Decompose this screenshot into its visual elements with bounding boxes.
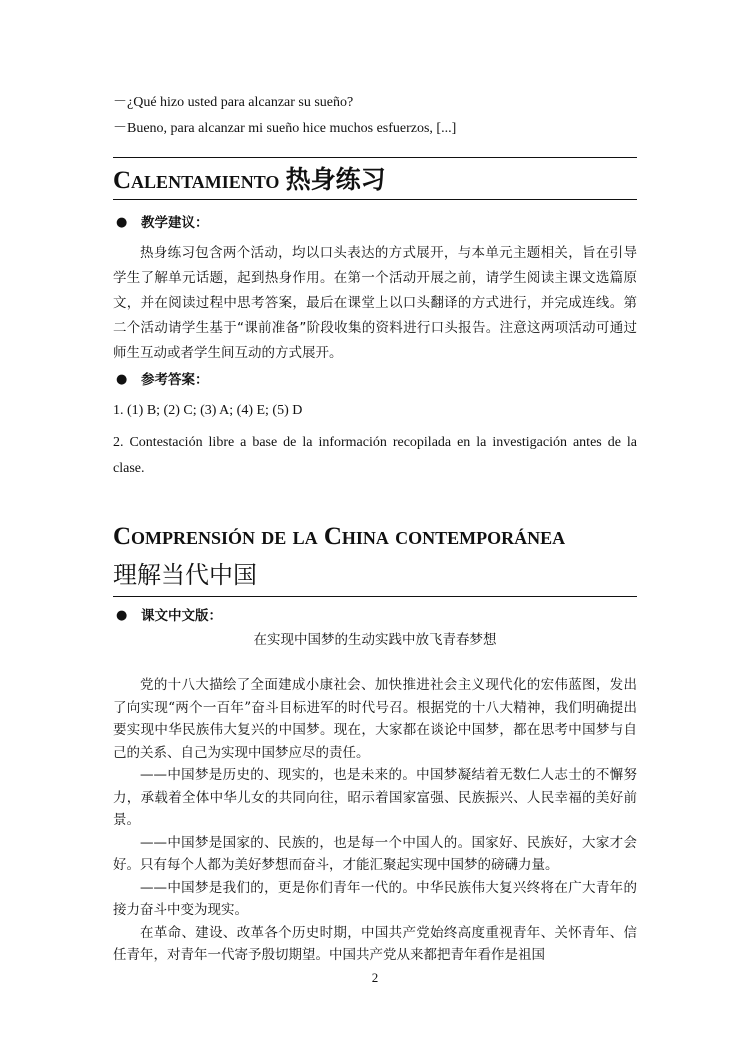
advice-label: 教学建议： — [141, 215, 209, 231]
text-paragraph: ——中国梦是国家的、民族的，也是每一个中国人的。国家好、民族好，大家才会好。只有每个人都为美好梦想而奋斗，才能汇聚起实现中国梦的磅礴力量。 — [113, 834, 637, 873]
section-title-calentamiento — [113, 164, 386, 197]
answer-2: 2. Contestación libre a base de la información recopilada en la investigación antes de la clase. — [113, 435, 637, 476]
section-title-es: Calentamiento — [113, 167, 280, 194]
text-title: 在实现中国梦的生动实践中放飞青春梦想 — [253, 632, 497, 648]
section-rule-comprension — [113, 596, 637, 597]
section-rule-bottom — [113, 199, 637, 200]
bullet-icon: ● — [116, 215, 128, 230]
section-title-zh: 热身练习 — [285, 165, 386, 194]
section-title-comprension-es: Comprensión de la China contemporánea — [113, 523, 566, 550]
section-title-comprension-zh: 理解当代中国 — [113, 561, 257, 589]
dialogue-line-2: －Bueno, para alcanzar mi sueño hice muchos esfuerzos, [...] — [113, 121, 457, 136]
page-number: 2 — [371, 970, 379, 985]
dialogue-line-1: －¿Qué hizo usted para alcanzar su sueño? — [113, 95, 354, 110]
text-version-label: 课文中文版： — [141, 608, 222, 624]
text-paragraph: ——中国梦是历史的、现实的，也是未来的。中国梦凝结着无数仁人志士的不懈努力，承载着全体中华儿女的共同向往，昭示着国家富强、民族振兴、人民幸福的美好前景。 — [113, 767, 637, 828]
text-paragraph: ——中国梦是我们的，更是你们青年一代的。中华民族伟大复兴终将在广大青年的接力奋斗中变为现实。 — [113, 879, 637, 918]
answer-1: 1. (1) B; (2) C; (3) A; (4) E; (5) D — [113, 403, 303, 418]
advice-paragraph: 热身练习包含两个活动，均以口头表达的方式展开，与本单元主题相关，旨在引导学生了解单元话题，起到热身作用。在第一个活动开展之前，请学生阅读主课文选篇原文，并在阅读过程中思考答案，最后在课堂上以口头翻译的方式进行，并完成连线。第二个活动请学生基于“课前准备”阶段收集的资料进行口头报告。注意这两项活动可通过师生互动或者学生间互动的方式展开。 — [113, 245, 637, 361]
answers-label: 参考答案： — [141, 372, 209, 388]
bullet-icon: ● — [116, 372, 128, 387]
bullet-icon: ● — [116, 608, 128, 623]
text-body — [0, 674, 750, 967]
section-rule-top — [113, 157, 637, 158]
text-paragraph: 在革命、建设、改革各个历史时期，中国共产党始终高度重视青年、关怀青年、信任青年，对青年一代寄予殷切期望。中国共产党从来都把青年看作是祖国 — [113, 924, 637, 963]
text-paragraph: 党的十八大描绘了全面建成小康社会、加快推进社会主义现代化的宏伟蓝图，发出了向实现“两个一百年”奋斗目标进军的时代号召。根据党的十八大精神，我们明确提出要实现中华民族伟大复兴的中国梦。现在，大家都在谈论中国梦，都在思考中国梦与自己的关系、自己为实现中国梦应尽的责任。 — [113, 677, 637, 761]
